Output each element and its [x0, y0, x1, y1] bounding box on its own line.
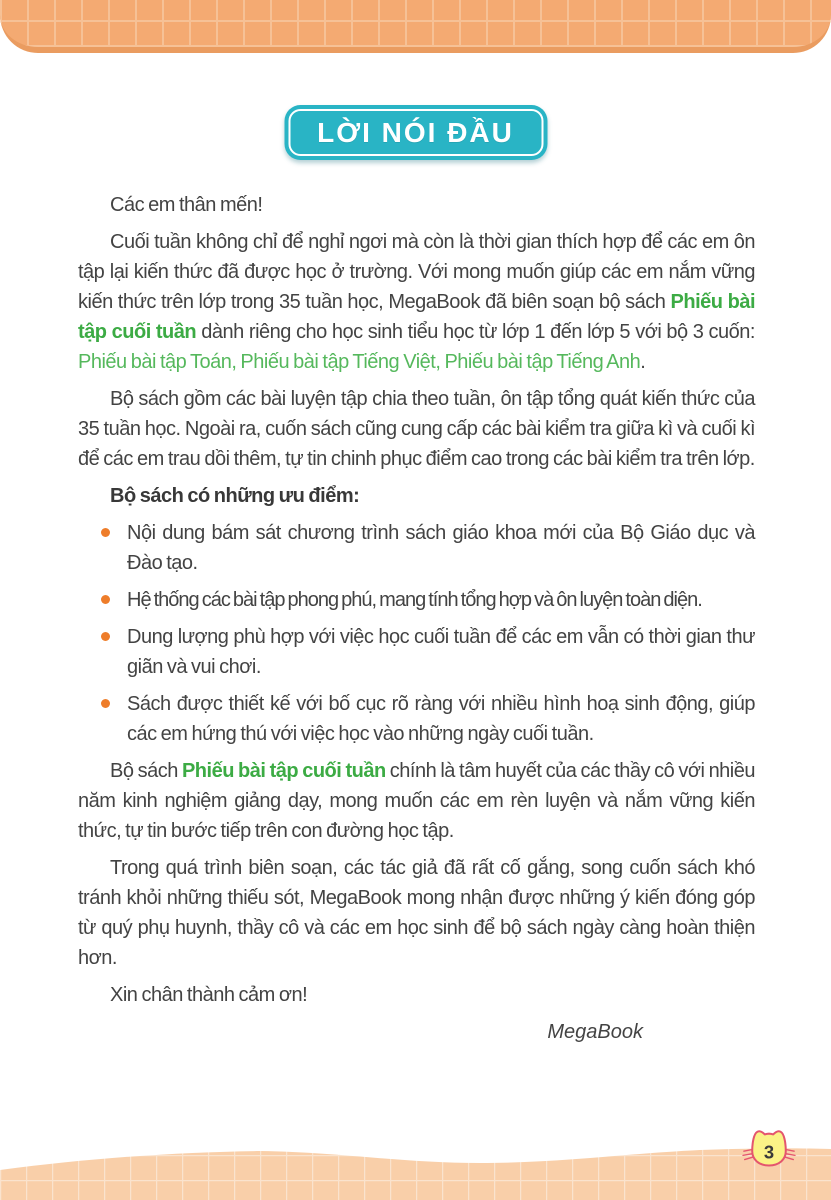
bullet-icon	[101, 595, 110, 604]
top-decorative-band	[0, 0, 831, 53]
feature-text: Sách được thiết kế với bố cục rõ ràng với nhiều hình hoạ sinh động, giúp các em hứng thú với việc học vào những ngày cuối tuần.	[127, 693, 755, 745]
chapter-title-badge	[284, 105, 547, 160]
page-number: 3	[763, 1141, 775, 1163]
paragraph-intro	[78, 227, 755, 377]
feature-text: Hệ thống các bài tập phong phú, mang tính tổng hợp và ôn luyện toàn diện.	[127, 589, 702, 611]
text-segment: .	[640, 351, 646, 373]
page-title: LỜI NÓI ĐẦU	[317, 116, 514, 148]
thanks-line: Xin chân thành cảm ơn!	[110, 984, 308, 1006]
bottom-decorative-band	[0, 1130, 831, 1200]
feature-list-item	[78, 518, 755, 578]
feature-list-item	[78, 622, 755, 682]
feature-list-item	[78, 585, 755, 615]
paragraph-dedication	[78, 756, 755, 846]
body-text	[78, 190, 755, 1054]
text-segment: Cuối tuần không chỉ để nghỉ ngơi mà còn là thời gian thích hợp để các em ôn tập lại kiến thức đã được học ở trường. Với mong muốn giúp các em nắm vững kiến thức trên lớp trong 35 tuần học, MegaBook đã biên soạn bộ sách	[78, 231, 755, 313]
text-segment: chính là tâm huyết của các thầy cô với nhiều năm kinh nghiệm giảng dạy, mong muốn các em rèn luyện và nắm vững kiến thức, tự tin bước tiếp trên con đường học tập.	[78, 760, 755, 842]
bullet-icon	[101, 528, 110, 537]
paragraph-structure: Bộ sách gồm các bài luyện tập chia theo tuần, ôn tập tổng quát kiến thức của 35 tuần học. Ngoài ra, cuốn sách cũng cung cấp các bài kiểm tra giữa kì và cuối kì để các em trau dồi thêm, tự tin chinh phục điểm cao trong các bài kiểm tra trên lớp.	[78, 388, 755, 470]
text-segment: Bộ sách	[110, 760, 182, 782]
features-heading: Bộ sách có những ưu điểm:	[110, 485, 360, 507]
greeting-line: Các em thân mến!	[110, 194, 263, 216]
bullet-icon	[101, 699, 110, 708]
publisher-signature: MegaBook	[547, 1021, 643, 1043]
text-segment: dành riêng cho học sinh tiểu học từ lớp 1 đến lớp 5 với bộ 3 cuốn:	[196, 321, 755, 343]
cat-icon	[742, 1126, 796, 1173]
highlighted-series-title: Phiếu bài tập cuối tuần	[181, 760, 386, 782]
highlighted-series-title: Phiếu bài tập cuối tuần	[78, 291, 756, 343]
highlighted-series-title: Phiếu bài tập Toán, Phiếu bài tập Tiếng Việt, Phiếu bài tập Tiếng Anh	[78, 351, 641, 373]
bullet-icon	[101, 632, 110, 641]
paragraph-apology: Trong quá trình biên soạn, các tác giả đã rất cố gắng, song cuốn sách khó tránh khỏi những thiếu sót, MegaBook mong nhận được những ý kiến đóng góp từ quý phụ huynh, thầy cô và các em học sinh để bộ sách ngày càng hoàn thiện hơn.	[78, 857, 755, 969]
feature-list-item	[78, 689, 755, 749]
feature-text: Dung lượng phù hợp với việc học cuối tuần để các em vẫn có thời gian thư giãn và vui chơi.	[127, 626, 755, 678]
feature-text: Nội dung bám sát chương trình sách giáo khoa mới của Bộ Giáo dục và Đào tạo.	[127, 522, 755, 574]
